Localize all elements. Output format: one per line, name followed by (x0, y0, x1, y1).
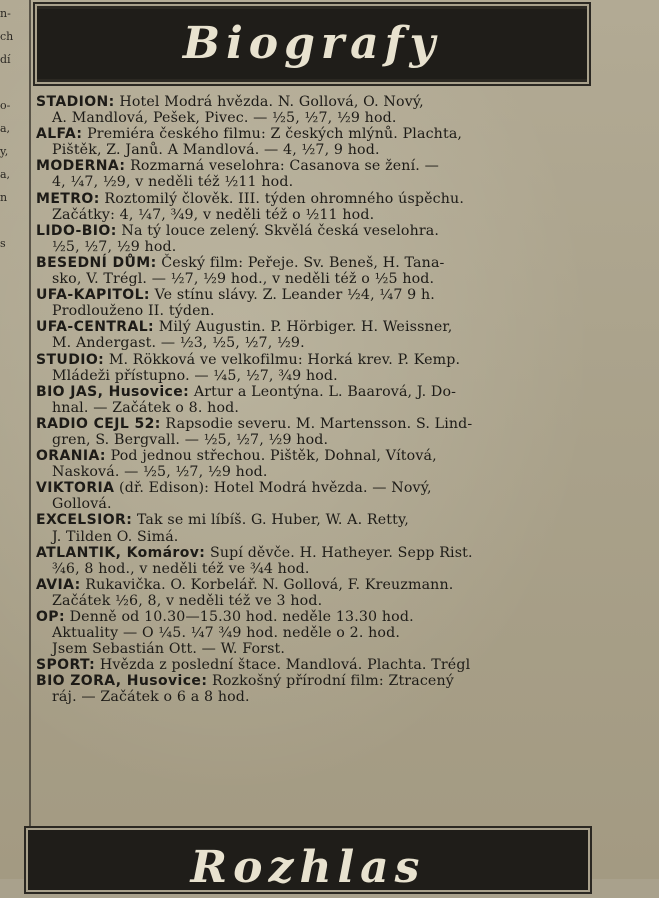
listing-text-continued: hnal. — Začátek o 8. hod. (52, 399, 240, 416)
cinema-name: UFA-CENTRAL: (36, 319, 155, 336)
cinema-entry (36, 352, 588, 384)
listing-text: Artur a Leontýna. L. Baarová, J. Do- (193, 383, 457, 400)
cinema-entry (36, 416, 588, 448)
margin-fragment: dí (0, 53, 11, 66)
listing-text-continued: Začátky: 4, ¼7, ¾9, v neděli též o ½11 hod. (52, 206, 375, 223)
cinema-name: BIO ZORA, Husovice: (36, 673, 208, 690)
cinema-name: ATLANTIK, Komárov: (36, 544, 206, 561)
margin-fragment: o- (0, 99, 11, 112)
cinema-name: VIKTORIA (36, 480, 115, 497)
listing-text: Hotel Modrá hvězda. N. Gollová, O. Nový, (119, 94, 424, 110)
listing-text: Milý Augustin. P. Hörbiger. H. Weissner, (158, 319, 453, 336)
listing-text-continued: Prodlouženo II. týden. (52, 303, 215, 320)
cinema-entry (36, 255, 588, 287)
listing-text: Ve stínu slávy. Z. Leander ½4, ¼7 9 h. (154, 287, 435, 304)
listing-text-continued: M. Andergast. — ½3, ½5, ½7, ½9. (52, 335, 305, 352)
section-title: Biografy (182, 18, 442, 69)
cinema-name: SPORT: (36, 657, 96, 674)
cinema-name: BIO JAS, Husovice: (36, 383, 190, 400)
margin-fragment (0, 209, 22, 232)
listing-text-continued: ½5, ½7, ½9 hod. (52, 238, 177, 255)
margin-fragment: s (0, 237, 6, 250)
cinema-name: LIDO-BIO: (36, 222, 117, 239)
listing-text-continued: 4, ¼7, ½9, v neděli též ½11 hod. (52, 174, 294, 191)
cinema-entry (36, 448, 588, 480)
listing-text: Supí děvče. H. Hatheyer. Sepp Rist. (209, 544, 473, 561)
cinema-name: ALFA: (36, 126, 83, 143)
cinema-name: EXCELSIOR: (36, 512, 133, 529)
listing-text: Denně od 10.30—15.30 hod. neděle 13.30 hod. (69, 609, 414, 625)
adjacent-column-fragments (0, 0, 22, 881)
margin-fragment: a, (0, 168, 11, 181)
section-banner (37, 6, 587, 82)
margin-fragment: ch (0, 30, 14, 43)
listing-text-continued: A. Mandlová, Pešek, Pivec. — ½5, ½7, ½9 hod. (52, 110, 397, 127)
listing-text: Český film: Peřeje. Sv. Beneš, H. Tana- (161, 254, 445, 271)
listing-text-continued: Aktuality — O ¼5. ¼7 ¾9 hod. neděle o 2. hod. (52, 625, 401, 642)
listing-text: Premiéra českého filmu: Z českých mlýnů. Plachta, (87, 126, 463, 143)
listing-text: Rapsodie severu. M. Martensson. S. Lind- (165, 415, 473, 432)
listing-text-continued: Pištěk, Z. Janů. A Mandlová. — 4, ½7, 9 hod. (52, 142, 380, 159)
listing-text-continued: ráj. — Začátek o 6 a 8 hod. (52, 689, 250, 706)
cinema-name: OP: (36, 609, 65, 625)
listing-text: Na tý louce zelený. Skvělá česká veselohra. (121, 222, 440, 239)
cinema-entry (36, 94, 588, 126)
next-section-title: Rozhlas (190, 842, 426, 893)
cinema-entry (36, 545, 588, 577)
next-section-banner (28, 830, 588, 893)
cinema-name: MODERNA: (36, 158, 126, 175)
cinema-entry (36, 223, 588, 255)
cinema-entry (36, 126, 588, 158)
margin-fragment: a, (0, 122, 11, 135)
cinema-listings (36, 94, 588, 706)
listing-text: Rozkošný přírodní film: Ztracený (212, 673, 454, 690)
cinema-entry (36, 384, 588, 416)
cinema-entry (36, 673, 588, 705)
listing-text: Roztomilý člověk. III. týden ohromného úspěchu. (104, 190, 464, 207)
column-rule (29, 0, 31, 879)
cinema-name: UFA-KAPITOL: (36, 287, 150, 304)
listing-text: (dř. Edison): Hotel Modrá hvězda. — Nový, (119, 480, 432, 497)
cinema-entry (36, 158, 588, 190)
cinema-name: AVIA: (36, 576, 81, 593)
cinema-name: RADIO CEJL 52: (36, 415, 161, 432)
margin-fragment (0, 71, 22, 94)
listing-text-continued: Mládeži přístupno. — ¼5, ½7, ¾9 hod. (52, 367, 338, 384)
listing-text: Rozmarná veselohra: Casanova se žení. — (130, 158, 439, 175)
listing-text: Tak se mi líbíš. G. Huber, W. A. Retty, (136, 512, 409, 529)
listing-text-continued: Jsem Sebastián Ott. — W. Forst. (52, 641, 286, 658)
listing-text-continued: Gollová. (52, 496, 112, 513)
listing-text: Pod jednou střechou. Pištěk, Dohnal, Vítová, (110, 448, 437, 465)
listing-text-continued: sko, V. Trégl. — ½7, ½9 hod., v neděli též o ½5 hod. (52, 271, 435, 288)
cinema-entry (36, 480, 588, 512)
cinema-name: STADION: (36, 94, 115, 110)
cinema-name: ORANIA: (36, 448, 106, 465)
cinema-entry (36, 287, 588, 319)
listing-text: Hvězda z poslední štace. Mandlová. Plachta. Trégl (99, 657, 471, 674)
margin-fragment: y, (0, 145, 9, 158)
cinema-entry (36, 512, 588, 544)
margin-fragment: n (0, 191, 8, 204)
cinema-entry (36, 657, 588, 673)
cinema-name: BESEDNÍ DŮM: (36, 254, 157, 271)
listing-text-continued: J. Tilden O. Simá. (52, 528, 179, 545)
cinema-name: METRO: (36, 190, 100, 207)
cinema-entry (36, 319, 588, 351)
listing-text: Rukavička. O. Korbelář. N. Gollová, F. Kreuzmann. (85, 576, 454, 593)
listing-text-continued: gren, S. Bergvall. — ½5, ½7, ½9 hod. (52, 431, 329, 448)
cinema-entry (36, 191, 588, 223)
margin-fragment: n- (0, 7, 11, 20)
listing-text-continued: ¾6, 8 hod., v neděli též ve ¾4 hod. (52, 560, 310, 577)
listing-text-continued: Začátek ½6, 8, v neděli též ve 3 hod. (52, 592, 323, 609)
listing-text: M. Rökková ve velkofilmu: Horká krev. P. Kemp. (108, 351, 461, 368)
listing-text-continued: Nasková. — ½5, ½7, ½9 hod. (52, 464, 268, 481)
cinema-entry (36, 577, 588, 609)
cinema-name: STUDIO: (36, 351, 105, 368)
cinema-entry (36, 609, 588, 657)
